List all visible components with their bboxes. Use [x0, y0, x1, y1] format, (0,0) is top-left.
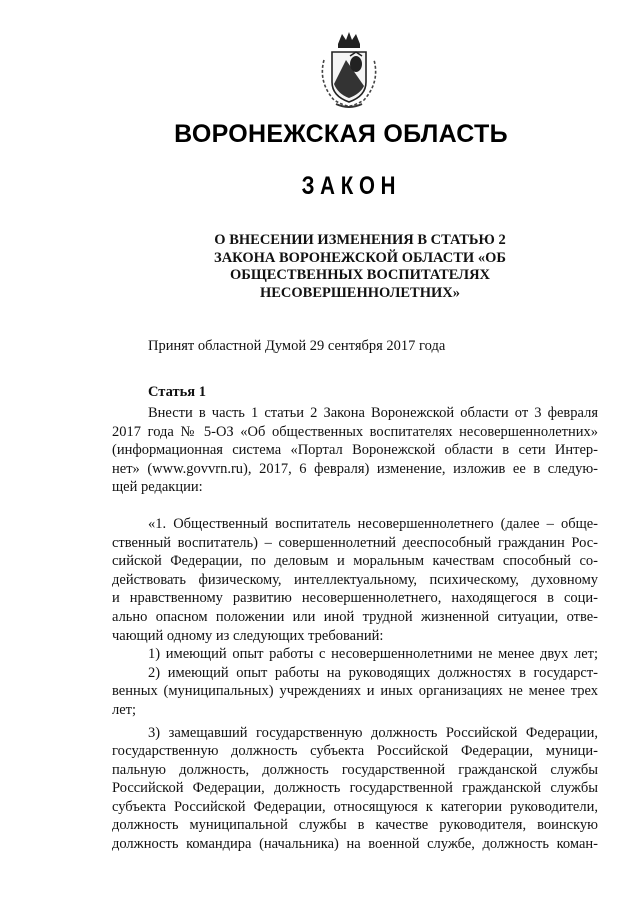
text-line: 1) имеющий опыт работы с несовершеннолетними не менее двух лет;: [148, 646, 598, 663]
article-heading: Статья 1: [148, 384, 206, 400]
text-line: должность муниципальной службы в качестве руководителя, воинскую: [112, 817, 598, 834]
text-line: субъекта Российской Федерации, относящуюся к категории руководители,: [112, 798, 598, 815]
text-line: лет;: [112, 701, 137, 718]
text-line: пальную должность, должность государственной гражданской службы: [112, 761, 598, 778]
text-line: венных (муниципальных) учреждениях и иных организациях не менее трех: [112, 683, 598, 700]
text-line: и нравственному развитию несовершеннолетнего, находящегося в соци-: [112, 590, 598, 607]
law-title-line: НЕСОВЕРШЕННОЛЕТНИХ»: [259, 284, 461, 301]
document-type: ЗАКОН: [301, 172, 402, 200]
text-line: 2) имеющий опыт работы на руководящих должностях в государст-: [148, 664, 598, 681]
text-line: государственную должность субъекта Российской Федерации, муници-: [112, 743, 598, 760]
item-3-paragraph: [112, 724, 598, 854]
adoption-date: Принят областной Думой 29 сентября 2017 года: [148, 338, 446, 354]
region-name: ВОРОНЕЖСКАЯ ОБЛАСТЬ: [174, 120, 508, 148]
clause-1-paragraph: [112, 515, 598, 645]
text-line: действовать физическому, интеллектуальному, психическому, духовному: [112, 571, 598, 588]
text-line: нет» (www.govvrn.ru), 2017, 6 февраля) изменение, изложив ее в следую-: [112, 460, 598, 477]
text-line: 2017 года № 5-ОЗ «Об общественных воспитателях несовершеннолетних»: [112, 423, 598, 440]
coat-of-arms-icon: [316, 30, 382, 108]
text-line: ально опасном положении или иной трудной жизненной ситуации, отве-: [112, 608, 598, 625]
text-line: 3) замещавший государственную должность Российской Федерации,: [148, 724, 598, 741]
text-line: ственный воспитатель) – совершеннолетний дееспособный гражданин Рос-: [112, 534, 598, 551]
text-line: чающий одному из следующих требований:: [112, 627, 384, 644]
text-line: Внести в часть 1 статьи 2 Закона Воронежской области от 3 февраля: [148, 405, 598, 421]
text-line: щей редакции:: [112, 479, 203, 496]
text-line: сийской Федерации, по деловым и моральным качествам способный со-: [112, 553, 598, 570]
text-line: должность командира (начальника) на военной службе, должность коман-: [112, 836, 598, 853]
item-2-paragraph: [112, 664, 598, 720]
item-1-paragraph: [112, 645, 598, 664]
intro-paragraph: [112, 404, 598, 497]
text-line: (информационная система «Портал Воронежской области в сети Интер-: [112, 442, 598, 459]
text-line: «1. Общественный воспитатель несовершеннолетнего (далее – обще-: [148, 515, 598, 532]
law-title-line: ЗАКОНА ВОРОНЕЖСКОЙ ОБЛАСТИ «ОБ: [214, 249, 506, 266]
law-title-line: О ВНЕСЕНИИ ИЗМЕНЕНИЯ В СТАТЬЮ 2: [214, 232, 506, 248]
law-title: [200, 232, 520, 302]
law-title-line: ОБЩЕСТВЕННЫХ ВОСПИТАТЕЛЯХ: [229, 267, 491, 283]
article-body: [112, 404, 598, 854]
text-line: Российской Федерации, должность государственной гражданской службы: [112, 780, 598, 797]
